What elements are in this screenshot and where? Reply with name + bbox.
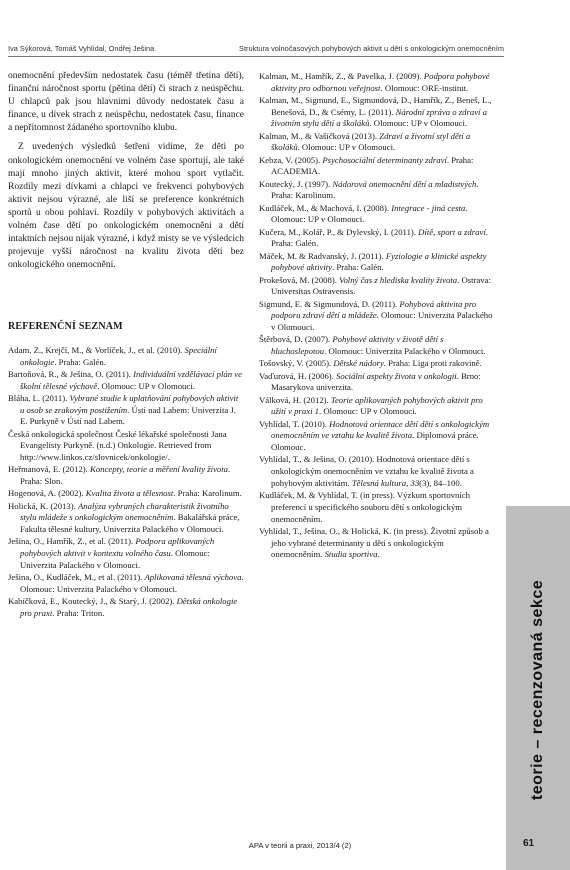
paragraph: Z uvedených výsledků šetření vidíme, že děti po onkologickém onemocnění ve volném čase sportují, ale také mají mnoho jiných aktivit, které mohou sport vytlačit. Rozdíly mezi dívkami a chlapci ve frekvenci pohybových aktivit nejsou výrazné, ale liší se preference konkrétních sportů u obou pohlaví. Rozdíly v pohybových aktivitách a volném čase dětí po onkologickém onemocnění a dětí intaktních nejsou nijak výrazné, i když misty se ve výsledcich projevuje vyšší náročnost na kvalitu života dětí bez onkologického onemocnění.: [8, 142, 244, 271]
reference-item: Štěrbová, D. (2007). Pohybové aktivity v životě dětí s hluchoslepotou. Olomouc: Univerzita Palackého v Olomouci.: [259, 334, 486, 357]
reference-item: Válková, H. (2012). Teorie aplikovaných pohybových aktivit pro užití v praxi 1. Olomouc: UP v Olomouci.: [259, 394, 483, 417]
reference-item: Koutecký, J. (1997). Nádorová onemocnění dětí a mladistvých. Praha: Karolinum.: [259, 178, 479, 201]
reference-item: Ješina, O., Hamřík, Z., et al. (2011). Podpora aplikovaných pohybových aktivit v kontextu volného času. Olomouc: Univerzita Palackého v Olomouci.: [8, 536, 215, 570]
page-number: 61: [523, 838, 535, 849]
reference-item: Česká onkologická společnost České lékařské společnosti Jana Evangelisty Purkyně. (n.d.) Onkologie. Retrieved from http://www.linkos.cz/slovnicek/onkologie/.: [8, 428, 227, 463]
header-rule: [8, 56, 504, 57]
reference-item: Vyhlídal, T. (2010). Hodnotová orientace dětí dětí s onkologickým onemocněním ve vztahu ke kvalitě života. Diplomová práce. Olomouc.: [259, 418, 490, 453]
section-sidebar-label: teorie – recenzovaná sekce: [529, 579, 546, 801]
reference-item: Kebza, V. (2005). Psychosociální determinanty zdraví. Praha: ACADEMIA.: [259, 154, 474, 177]
reference-item: Bartoňová, R., & Ješina, O. (2011). Individuální vzdělávací plán ve školní tělesné výchově. Olomouc: UP v Olomouci.: [8, 369, 242, 391]
reference-item: Adam, Z., Krejčí, M., & Vorlíček, J., et al. (2010). Speciální onkologie. Praha: Galén.: [8, 345, 217, 367]
reference-item: Tošovský, V. (2005). Dětské nádory. Praha: Liga proti rakovině.: [259, 358, 482, 369]
reference-item: Máček, M. & Radvanský, J. (2011). Fyziologie a klinické aspekty pohybové aktivity. Praha: Galén.: [259, 250, 487, 273]
reference-item: Bláha, L. (2011). Vybrané studie k uplatňování pohybových aktivit u osob se zrakovým postižením. Ústí nad Labem: Univerzita J. E. Purkyně v Ústí nad Labem.: [8, 393, 239, 427]
paragraph: onemocnění především nedostatek času (téměř třetina dětí), finanční náročnost sportu (pětina dětí) či strach z neúspěchu. U chlapců pak jsou hlavními důvody nedostatek času a finance, u dívek strach z neúspěchu, nedostatek času, finance a nepřítomnost žádaného sportovního klubu.: [8, 71, 244, 134]
reference-item: Holická, K. (2013). Analýza vybraných charakteristik životního stylu mládeže s onkologickým onemocněním. Bakalářská práce, Fakulta tělesné kultury, Univerzita Palackého v Olomouci.: [8, 500, 240, 535]
header-authors: Iva Sýkorová, Tomáš Vyhlídal, Ondřej Ješina: [8, 44, 155, 53]
reference-item: Kalman, M., Hamřík, Z., & Pavelka, J. (2009). Podpora pohybové aktivity pro odbornou veřejnost. Olomouc: ORE-institut.: [259, 71, 490, 93]
reference-item: Kudláček, M. & Vyhlídal, T. (in press). Výzkum sportovních preferencí u specifického souboru dětí s onkologickým onemocněním.: [259, 490, 470, 524]
reference-item: Prokešová, M. (2008). Volný čas z hlediska kvality života. Ostrava: Universitas Ostravensis.: [259, 274, 491, 297]
reference-item: Vyhlídal, T., & Ješina, O. (2010). Hodnotová orientace dětí s onkologickým onemocněním ve vztahu ke kvalitě života a pohybovým aktivitám. Tělesná kultura, 33(3), 84–100.: [259, 454, 474, 488]
reference-list-left: [8, 345, 244, 620]
reference-item: Kabíčková, E., Koutecký, J., & Starý, J. (2002). Dětská onkologie pro praxi. Praha: Triton.: [8, 596, 238, 618]
section-title: REFERENČNÍ SEZNAM: [8, 321, 123, 332]
body-text: [8, 70, 244, 272]
reference-item: Heřmanová, E. (2012). Koncepty, teorie a měření kvality života. Praha: Slon.: [8, 464, 231, 487]
reference-item: Ješina, O., Kudláček, M., et al. (2011). Aplikovaná tělesná výchova. Olomouc: Univerzita Palackého v Olomouci.: [8, 572, 244, 594]
reference-item: Vyhlídal, T., Ješina, O., & Holická, K. (in press). Životní způsob a jeho vybrané determinanty u dětí s onkologickým onemocněním. Studia sportiva.: [259, 525, 489, 560]
reference-item: Kalman, M., Sigmund, E., Sigmundová, D., Hamřík, Z., Beneš, L., Benešová, D., & Csémy, L. (2011). Národní zpráva o zdraví a životním stylu dětí a školáků. Olomouc: UP v Olomouci.: [259, 95, 492, 129]
reference-list-right: [259, 71, 496, 562]
reference-item: Vaďurová, H. (2006). Sociální aspekty života v onkologii. Brno: Masarykova univerzita.: [259, 370, 481, 393]
footer-journal: APA v teorii a praxi, 2013/4 (2): [248, 841, 352, 850]
reference-item: Kalman, M., & Vašíčková (2013). Zdraví a životní styl dětí a školáků. Olomouc: UP v Olomouci.: [259, 130, 471, 153]
reference-item: Kučera, M., Kolář, P., & Dylevský, I. (2011). Dítě, sport a zdraví. Praha: Galén.: [259, 226, 488, 249]
header-title: Struktura volnočasových pohybových aktivit u dětí s onkologickým onemocněním: [239, 44, 504, 53]
reference-item: Hogenová, A. (2002). Kvalita života a tělesnost. Praha: Karolinum.: [8, 488, 242, 499]
reference-item: Sigmund, E. & Sigmundová, D. (2011). Pohybová aktivita pro podporu zdraví dětí a mládeže. Olomouc: Univerzita Palackého v Olomouci.: [259, 298, 493, 333]
reference-item: Kudláček, M., & Machová, I. (2008). Integrace - jiná cesta. Olomouc: UP v Olomouci.: [259, 202, 468, 225]
running-header: [8, 44, 504, 53]
